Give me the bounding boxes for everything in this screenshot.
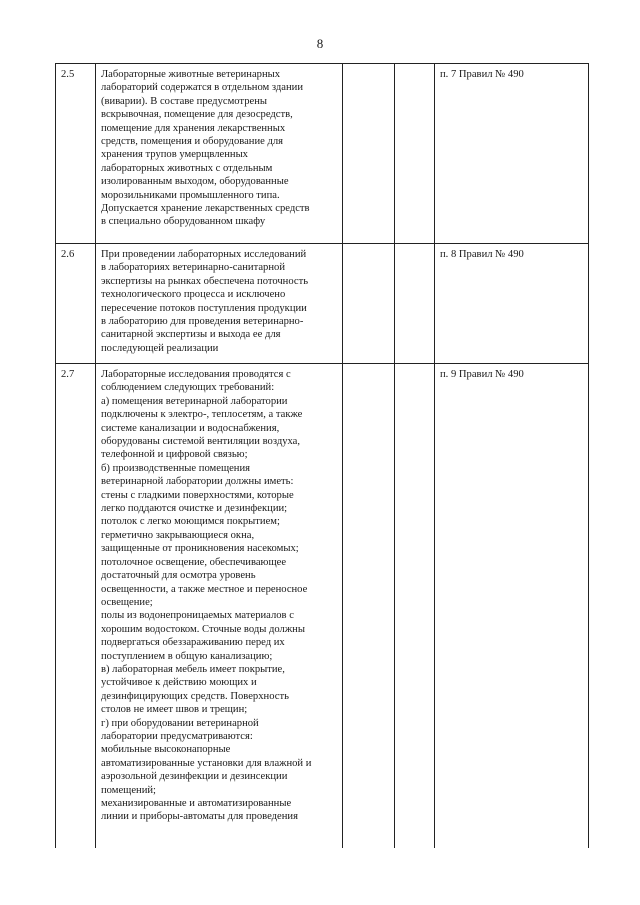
requirement-line: лабораторий содержатся в отдельном здании xyxy=(101,82,303,94)
requirement-line: стены с гладкими поверхностями, которые xyxy=(101,489,294,501)
requirement-line: а) помещения ветеринарной лаборатории xyxy=(101,395,288,407)
checklist-table xyxy=(55,63,589,848)
requirement-line: технологического процесса и исключено xyxy=(101,289,286,301)
item-number: 2.5 xyxy=(56,64,96,244)
requirement-line: б) производственные помещения xyxy=(101,462,251,474)
requirement-line: линии и приборы-автоматы для проведения xyxy=(101,811,298,823)
requirement-line: помещение для хранения лекарственных xyxy=(101,122,286,134)
requirement-line: герметично закрывающиеся окна, xyxy=(101,529,255,541)
answer-no-cell xyxy=(395,64,435,244)
requirement-line: легко поддаются очистке и дезинфекции; xyxy=(101,503,288,515)
requirement-line: поступлением в общую канализацию; xyxy=(101,650,273,662)
requirement-line: телефонной и цифровой связью; xyxy=(101,449,248,461)
requirement-line: ветеринарной лаборатории должны иметь: xyxy=(101,476,294,488)
requirement-line: При проведении лабораторных исследований xyxy=(101,249,307,260)
requirement-line: дезинфицирующих средств. Поверхность xyxy=(101,690,289,702)
requirement-line: в) лабораторная мебель имеет покрытие, xyxy=(101,663,285,675)
requirement-line: потолок с легко моющимся покрытием; xyxy=(101,516,280,528)
requirement-line: лабораторных животных с отдельным xyxy=(101,162,273,174)
table-row xyxy=(56,364,589,849)
requirement-line: г) при оборудовании ветеринарной xyxy=(101,717,259,729)
requirement-line: освещенности, а также местное и переносное xyxy=(101,583,308,595)
requirement-text xyxy=(96,364,343,849)
requirement-line: последующей реализации xyxy=(101,342,219,354)
requirement-line: подвергаться обеззараживанию перед их xyxy=(101,637,285,649)
answer-yes-cell xyxy=(343,64,395,244)
requirement-line: санитарной экспертизы и выхода ее для xyxy=(101,329,281,341)
legal-reference: п. 9 Правил № 490 xyxy=(435,364,589,849)
requirement-line: полы из водонепроницаемых материалов с xyxy=(101,610,294,622)
requirement-line: Лабораторные исследования проводятся с xyxy=(101,369,291,380)
requirement-line: системе канализации и водоснабжения, xyxy=(101,422,280,434)
requirement-line: изолированным выходом, оборудованные xyxy=(101,176,289,188)
legal-reference: п. 8 Правил № 490 xyxy=(435,244,589,364)
requirement-line: (виварии). В составе предусмотрены xyxy=(101,95,267,107)
requirement-line: в лабораториях ветеринарно-санитарной xyxy=(101,262,285,274)
answer-no-cell xyxy=(395,364,435,849)
requirement-line: аэрозольной дезинфекции и дезинсекции xyxy=(101,771,288,783)
item-number: 2.6 xyxy=(56,244,96,364)
requirement-text xyxy=(96,64,343,244)
requirement-line: экспертизы на рынках обеспечена поточность xyxy=(101,275,309,287)
table-row xyxy=(56,244,589,364)
item-number: 2.7 xyxy=(56,364,96,849)
requirement-line: освещение; xyxy=(101,596,153,608)
answer-no-cell xyxy=(395,244,435,364)
answer-yes-cell xyxy=(343,244,395,364)
requirement-line: хорошим водостоком. Сточные воды должны xyxy=(101,623,305,635)
requirement-line: защищенные от проникновения насекомых; xyxy=(101,543,299,555)
requirement-line: пересечение потоков поступления продукции xyxy=(101,302,307,314)
answer-yes-cell xyxy=(343,364,395,849)
requirement-line: потолочное освещение, обеспечивающее xyxy=(101,556,287,568)
requirement-line: Допускается хранение лекарственных средств xyxy=(101,203,310,215)
requirement-line: автоматизированные установки для влажной и xyxy=(101,757,312,769)
page-number: 8 xyxy=(316,36,324,51)
table-row xyxy=(56,64,589,244)
requirement-line: вскрывочная, помещение для дезосредств, xyxy=(101,109,293,121)
requirement-line: соблюдением следующих требований: xyxy=(101,382,275,394)
requirement-line: механизированные и автоматизированные xyxy=(101,798,292,809)
requirement-line: устойчивое к действию моющих и xyxy=(101,677,257,689)
requirement-line: в лабораторию для проведения ветеринарно- xyxy=(101,316,304,328)
requirement-line: в специально оборудованном шкафу xyxy=(101,216,266,228)
legal-reference: п. 7 Правил № 490 xyxy=(435,64,589,244)
requirement-line: средств, помещения и оборудование для xyxy=(101,136,284,148)
requirement-text xyxy=(96,244,343,364)
requirement-line: подключены к электро-, теплосетям, а также xyxy=(101,409,303,421)
requirement-line: помещений; xyxy=(101,784,156,796)
requirement-line: Лабораторные животные ветеринарных xyxy=(101,69,281,80)
requirement-line: оборудованы системой вентиляции воздуха, xyxy=(101,436,301,448)
requirement-line: достаточный для осмотра уровень xyxy=(101,570,256,582)
requirement-line: хранения трупов умерщвленных xyxy=(101,149,248,161)
requirement-line: лаборатории предусматриваются: xyxy=(101,730,253,742)
requirement-line: столов не имеет швов и трещин; xyxy=(101,704,248,716)
requirement-line: мобильные высоконапорные xyxy=(101,744,231,756)
requirement-line: морозильниками промышленного типа. xyxy=(101,189,280,201)
